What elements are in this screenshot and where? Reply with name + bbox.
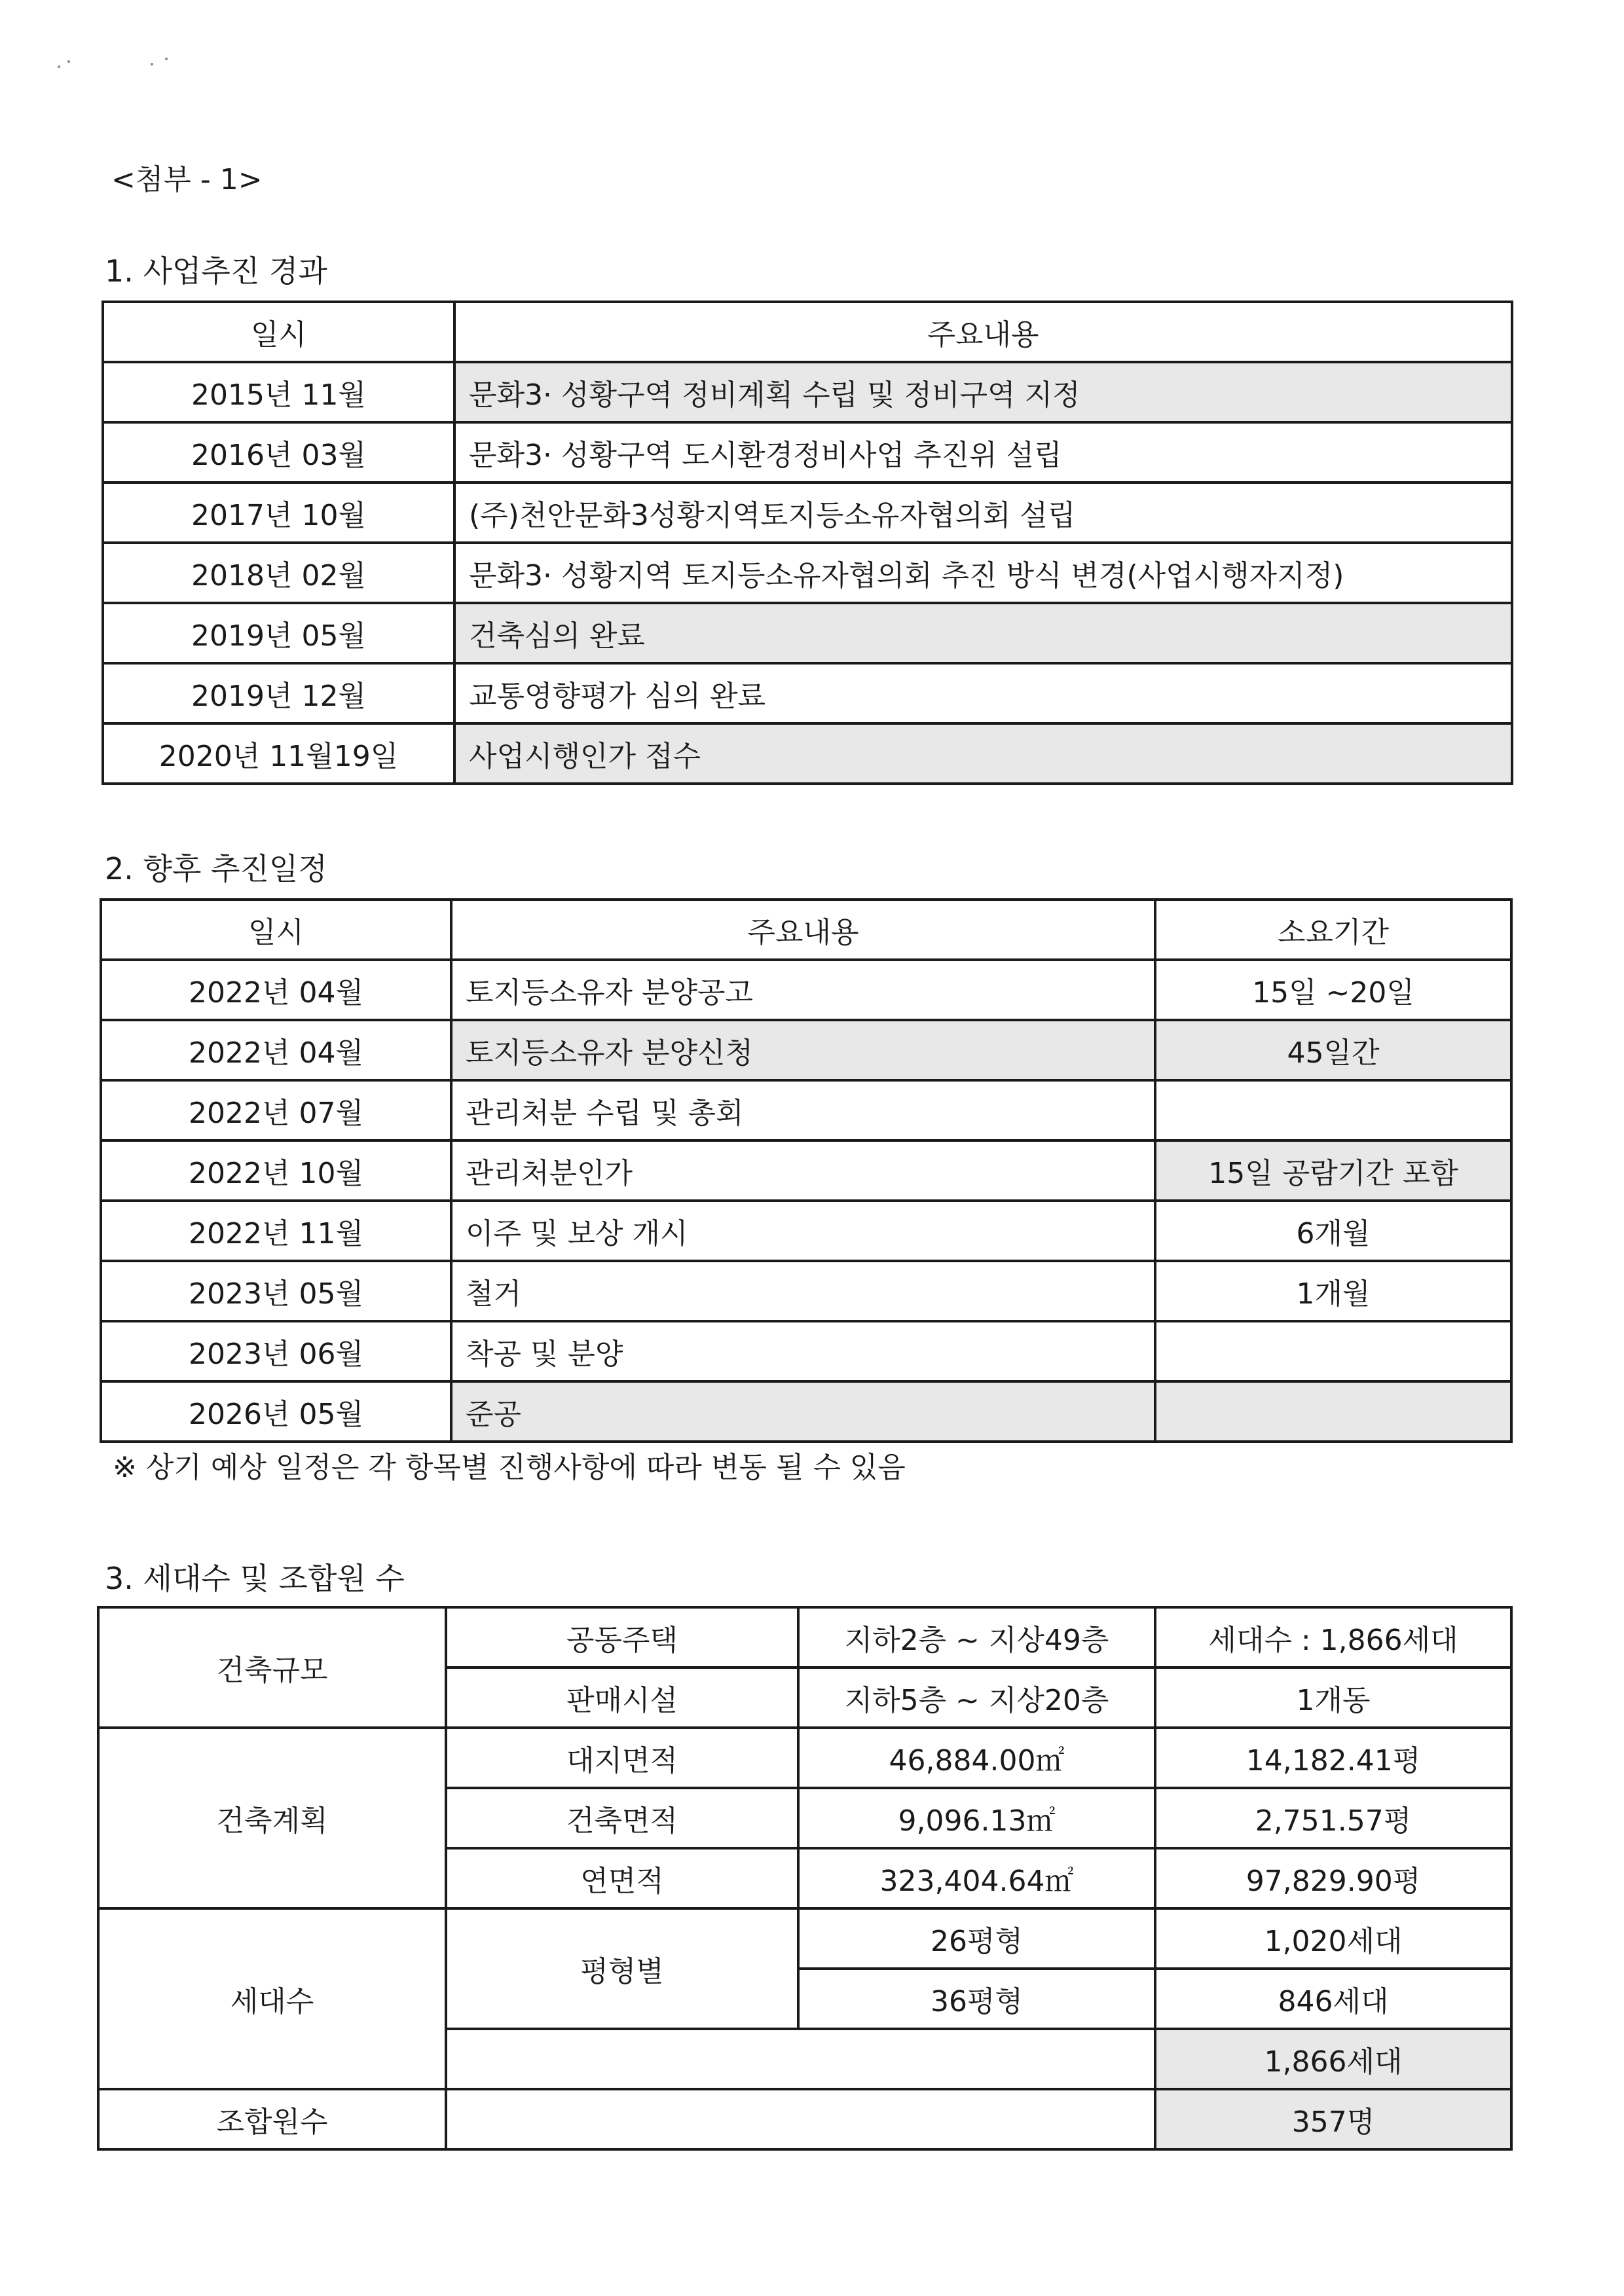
retail-value: 1개동 [1155, 1667, 1511, 1728]
scale-label: 건축규모 [98, 1607, 446, 1728]
row-date: 2022년 10월 [101, 1140, 451, 1201]
row-date: 2026년 05월 [101, 1381, 451, 1442]
type-26-name: 26평형 [798, 1908, 1155, 1969]
row-content: 토지등소유자 분양공고 [451, 960, 1155, 1020]
row-period: 6개월 [1155, 1201, 1511, 1261]
schedule-note: ※ 상기 예상 일정은 각 항목별 진행사항에 따라 변동 될 수 있음 [113, 1451, 906, 1484]
scan-speck [58, 65, 60, 68]
row-date: 2019년 12월 [103, 663, 454, 723]
site-area-sqm: 46,884.00㎡ [798, 1728, 1155, 1788]
floor-area-sqm: 323,404.64㎡ [798, 1848, 1155, 1908]
row-content: (주)천안문화3성황지역토지등소유자협의회 설립 [454, 483, 1512, 543]
table-row [101, 960, 1511, 1020]
retail-floors: 지하5층 ~ 지상20층 [798, 1667, 1155, 1728]
header-content: 주요내용 [454, 302, 1512, 362]
plan-label: 건축계획 [98, 1728, 446, 1908]
retail-name: 판매시설 [446, 1667, 798, 1728]
table-row [103, 663, 1512, 723]
row-content: 문화3· 성황구역 도시환경정비사업 추진위 설립 [454, 422, 1512, 483]
building-area-sqm: 9,096.13㎡ [798, 1788, 1155, 1848]
site-area-pyeong: 14,182.41평 [1155, 1728, 1511, 1788]
site-area-name: 대지면적 [446, 1728, 798, 1788]
table-row [103, 603, 1512, 663]
row-content: 교통영향평가 심의 완료 [454, 663, 1512, 723]
table-row [101, 1321, 1511, 1381]
table-row [98, 1908, 1511, 1969]
row-content: 준공 [451, 1381, 1155, 1442]
table-row [98, 1607, 1511, 1667]
housing-value: 세대수 : 1,866세대 [1155, 1607, 1511, 1667]
table-header-row [101, 900, 1511, 960]
row-content: 토지등소유자 분양신청 [451, 1020, 1155, 1080]
row-date: 2022년 11월 [101, 1201, 451, 1261]
progress-table [101, 301, 1513, 785]
members-blank [446, 2089, 1155, 2149]
table-row [103, 483, 1512, 543]
members-count: 357명 [1155, 2089, 1511, 2149]
housing-name: 공동주택 [446, 1607, 798, 1667]
scan-speck [151, 63, 153, 65]
row-date: 2018년 02월 [103, 543, 454, 603]
row-content: 사업시행인가 접수 [454, 723, 1512, 784]
table-row [103, 543, 1512, 603]
row-content: 문화3· 성황구역 정비계획 수립 및 정비구역 지정 [454, 362, 1512, 422]
table-row [101, 1140, 1511, 1201]
building-area-pyeong: 2,751.57평 [1155, 1788, 1511, 1848]
row-content: 관리처분 수립 및 총회 [451, 1080, 1155, 1140]
row-date: 2023년 06월 [101, 1321, 451, 1381]
schedule-table [100, 898, 1513, 1443]
households-label: 세대수 [98, 1908, 446, 2089]
table-row [101, 1261, 1511, 1321]
table-row [98, 2089, 1511, 2149]
header-date: 일시 [103, 302, 454, 362]
row-content: 이주 및 보상 개시 [451, 1201, 1155, 1261]
row-period [1155, 1321, 1511, 1381]
households-total: 1,866세대 [1155, 2029, 1511, 2089]
header-content: 주요내용 [451, 900, 1155, 960]
row-date: 2022년 07월 [101, 1080, 451, 1140]
header-period: 소요기간 [1155, 900, 1511, 960]
row-date: 2022년 04월 [101, 1020, 451, 1080]
table-row [101, 1080, 1511, 1140]
type-36-name: 36평형 [798, 1969, 1155, 2029]
scan-speck [165, 58, 168, 60]
table-row [103, 422, 1512, 483]
members-label: 조합원수 [98, 2089, 446, 2149]
floor-area-pyeong: 97,829.90평 [1155, 1848, 1511, 1908]
households-total-blank [446, 2029, 1155, 2089]
row-content: 철거 [451, 1261, 1155, 1321]
table-row [103, 362, 1512, 422]
table-header-row [103, 302, 1512, 362]
row-date: 2019년 05월 [103, 603, 454, 663]
row-date: 2017년 10월 [103, 483, 454, 543]
table-row [101, 1201, 1511, 1261]
row-content: 착공 및 분양 [451, 1321, 1155, 1381]
row-date: 2023년 05월 [101, 1261, 451, 1321]
row-date: 2016년 03월 [103, 422, 454, 483]
building-area-name: 건축면적 [446, 1788, 798, 1848]
type-36-count: 846세대 [1155, 1969, 1511, 2029]
type-26-count: 1,020세대 [1155, 1908, 1511, 1969]
attachment-label: <첨부 - 1> [111, 163, 263, 196]
row-period: 15일 공람기간 포함 [1155, 1140, 1511, 1201]
table-row [103, 723, 1512, 784]
row-period: 1개월 [1155, 1261, 1511, 1321]
housing-floors: 지하2층 ~ 지상49층 [798, 1607, 1155, 1667]
section3-heading: 3. 세대수 및 조합원 수 [105, 1561, 405, 1596]
section1-heading: 1. 사업추진 경과 [105, 253, 327, 289]
scan-speck [67, 60, 70, 63]
header-date: 일시 [101, 900, 451, 960]
household-table [97, 1606, 1513, 2151]
row-content: 건축심의 완료 [454, 603, 1512, 663]
row-content: 문화3· 성황지역 토지등소유자협의회 추진 방식 변경(사업시행자지정) [454, 543, 1512, 603]
table-row [101, 1381, 1511, 1442]
row-date: 2015년 11월 [103, 362, 454, 422]
floor-area-name: 연면적 [446, 1848, 798, 1908]
row-period: 15일 ~20일 [1155, 960, 1511, 1020]
row-period: 45일간 [1155, 1020, 1511, 1080]
row-date: 2020년 11월19일 [103, 723, 454, 784]
type-label: 평형별 [446, 1908, 798, 2029]
row-period [1155, 1381, 1511, 1442]
table-row [101, 1020, 1511, 1080]
row-content: 관리처분인가 [451, 1140, 1155, 1201]
row-date: 2022년 04월 [101, 960, 451, 1020]
section2-heading: 2. 향후 추진일정 [105, 851, 327, 886]
table-row [98, 1728, 1511, 1788]
row-period [1155, 1080, 1511, 1140]
